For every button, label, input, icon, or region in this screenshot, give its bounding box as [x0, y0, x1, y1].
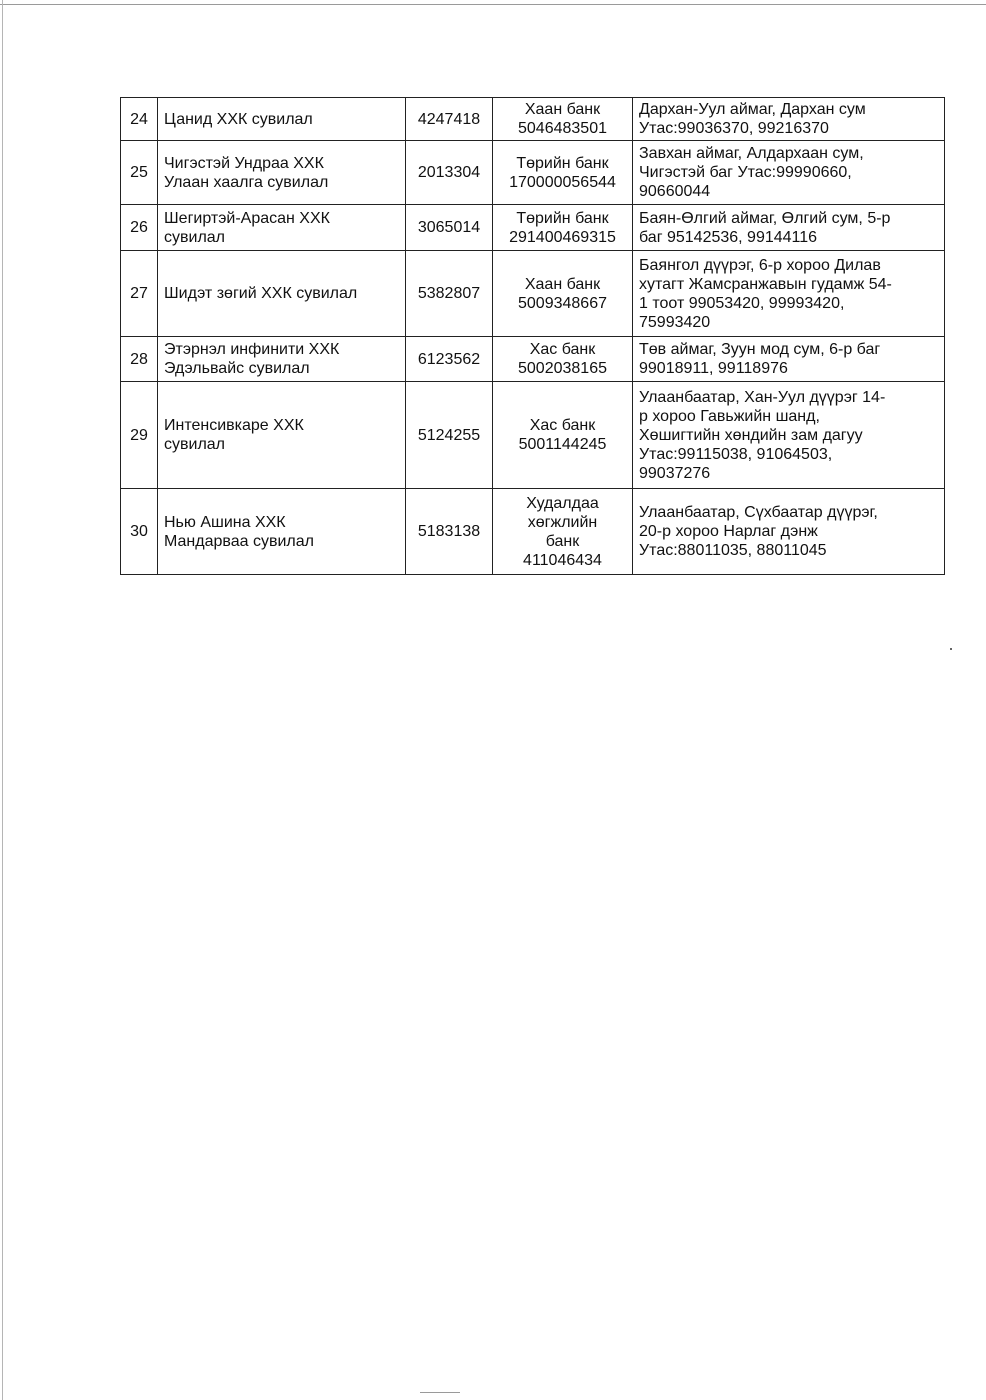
table-row: [121, 337, 945, 382]
organization-name: Нью Ашина ХХК Мандарваа сувилал: [158, 489, 406, 575]
address-contact: Баян-Өлгий аймаг, Өлгий сум, 5-р баг 95142536, 99144116: [633, 205, 945, 251]
registration-number: 5382807: [406, 251, 493, 337]
page-edge-bottom-mark: [420, 1392, 460, 1393]
bank-account: Төрийн банк 170000056544: [493, 141, 633, 205]
organization-table: [120, 97, 945, 575]
registration-number: 2013304: [406, 141, 493, 205]
table-body: [121, 98, 945, 575]
scan-speck: [950, 648, 952, 650]
row-number: 24: [121, 98, 158, 141]
row-number: 25: [121, 141, 158, 205]
bank-account: Хаан банк 5009348667: [493, 251, 633, 337]
address-contact: Улаанбаатар, Сүхбаатар дүүрэг, 20-р хороо Нарлаг дэнж Утас:88011035, 88011045: [633, 489, 945, 575]
organization-name: Чигэстэй Ундраа ХХК Улаан хаалга сувилал: [158, 141, 406, 205]
table-row: [121, 141, 945, 205]
row-number: 27: [121, 251, 158, 337]
row-number: 29: [121, 382, 158, 489]
row-number: 26: [121, 205, 158, 251]
table-row: [121, 205, 945, 251]
address-contact: Дархан-Уул аймаг, Дархан сум Утас:99036370, 99216370: [633, 98, 945, 141]
table-row: [121, 382, 945, 489]
bank-account: Хас банк 5002038165: [493, 337, 633, 382]
organization-name: Шегиртэй-Арасан ХХК сувилал: [158, 205, 406, 251]
page-edge-top: [0, 4, 986, 5]
address-contact: Улаанбаатар, Хан-Уул дүүрэг 14- р хороо Гавьжийн шанд, Хөшигтийн хөндийн зам дагуу Утас:99115038, 91064503, 99037276: [633, 382, 945, 489]
table-row: [121, 98, 945, 141]
organization-name: Цанид ХХК сувилал: [158, 98, 406, 141]
registration-number: 6123562: [406, 337, 493, 382]
table-row: [121, 489, 945, 575]
address-contact: Завхан аймаг, Алдархаан сум, Чигэстэй баг Утас:99990660, 90660044: [633, 141, 945, 205]
organization-name: Интенсивкаре ХХК сувилал: [158, 382, 406, 489]
registration-number: 3065014: [406, 205, 493, 251]
organization-name: Шидэт зөгий ХХК сувилал: [158, 251, 406, 337]
registration-number: 5183138: [406, 489, 493, 575]
bank-account: Хаан банк 5046483501: [493, 98, 633, 141]
row-number: 28: [121, 337, 158, 382]
bank-account: Хас банк 5001144245: [493, 382, 633, 489]
registration-number: 5124255: [406, 382, 493, 489]
bank-account: Худалдаа хөгжлийн банк 411046434: [493, 489, 633, 575]
table-row: [121, 251, 945, 337]
address-contact: Баянгол дүүрэг, 6-р хороо Дилав хутагт Жамсранжавын гудамж 54- 1 тоот 99053420, 99993420, 75993420: [633, 251, 945, 337]
address-contact: Төв аймаг, Зуун мод сум, 6-р баг 99018911, 99118976: [633, 337, 945, 382]
registration-number: 4247418: [406, 98, 493, 141]
row-number: 30: [121, 489, 158, 575]
organization-name: Этэрнэл инфинити ХХК Эдэльвайс сувилал: [158, 337, 406, 382]
bank-account: Төрийн банк 291400469315: [493, 205, 633, 251]
page-edge-left: [2, 0, 3, 1400]
